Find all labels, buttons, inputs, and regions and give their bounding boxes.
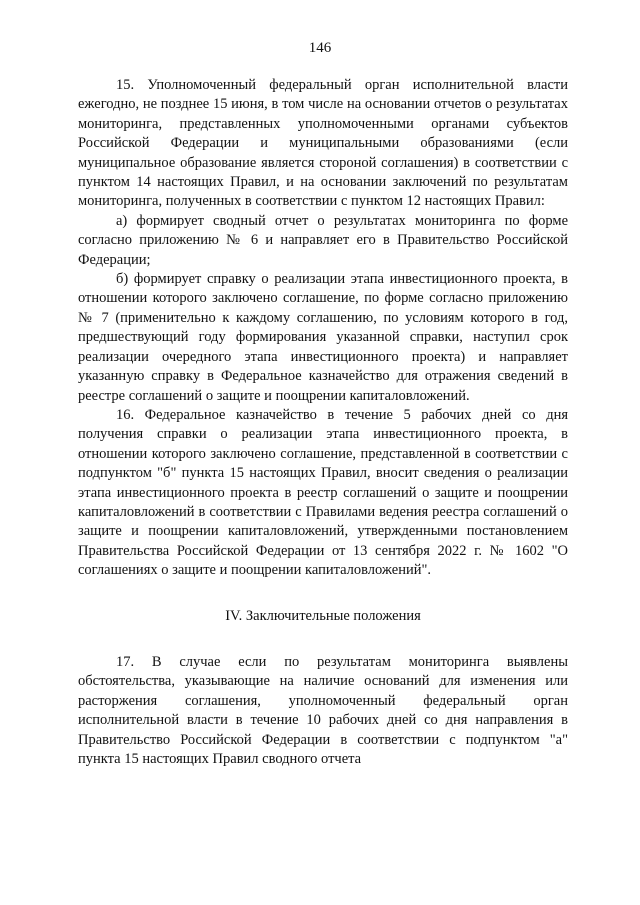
paragraph-17: 17. В случае если по результатам мониторинга выявлены обстоятельства, указывающие на наличие оснований для изменения или расторжения соглашения, уполномоченный федеральный орган исполнительной власти в течение 10 рабочих дней со дня направления в Правительство Российской Федерации в соответствии с подпунктом "а" пункта 15 настоящих Правил сводного отчета [78, 653, 568, 767]
section-heading: IV. Заключительные положения [225, 607, 421, 624]
page-number: 146 [308, 40, 332, 56]
subparagraph-b: б) формирует справку о реализации этапа инвестиционного проекта, в отношении которого заключено соглашение, по форме согласно приложению № 7 (применительно к каждому соглашению, по условиям которого в год, предшествующий году формирования указанной справки, наступил срок реализации очередного этапа инвестиционного проекта) и направляет указанную справку в Федеральное казначейство для отражения сведений в реестре соглашений о защите и поощрении капиталовложений. [78, 271, 568, 404]
paragraph-15: 15. Уполномоченный федеральный орган исполнительной власти ежегодно, не позднее 15 июня, в том числе на основании отчетов о результатах мониторинга, представленных уполномоченными органами субъектов Российской Федерации и муниципальными образованиями (если муниципальное образование является стороной соглашения) в соответствии с пунктом 14 настоящих Правил, и на основании заключений по результатам мониторинга, полученных в соответствии с пунктом 12 настоящих Правил: [78, 77, 568, 210]
paragraph-16: 16. Федеральное казначейство в течение 5 рабочих дней со дня получения справки о реализации этапа инвестиционного проекта, в отношении которого заключено соглашение, представленной в соответствии с подпунктом "б" пункта 15 настоящих Правил, вносит сведения о реализации этапа инвестиционного проекта в реестр соглашений о защите и поощрении капиталовложений в соответствии с Правилами ведения реестра соглашений о защите и поощрении капиталовложений, утвержденными постановлением Правительства Российской Федерации от 13 сентября 2022 г. № 1602 "О соглашениях о защите и поощрении капиталовложений". [78, 406, 568, 579]
subparagraph-a: а) формирует сводный отчет о результатах мониторинга по форме согласно приложению № 6 и направляет его в Правительство Российской Федерации; [78, 212, 568, 268]
document-body [78, 76, 568, 769]
